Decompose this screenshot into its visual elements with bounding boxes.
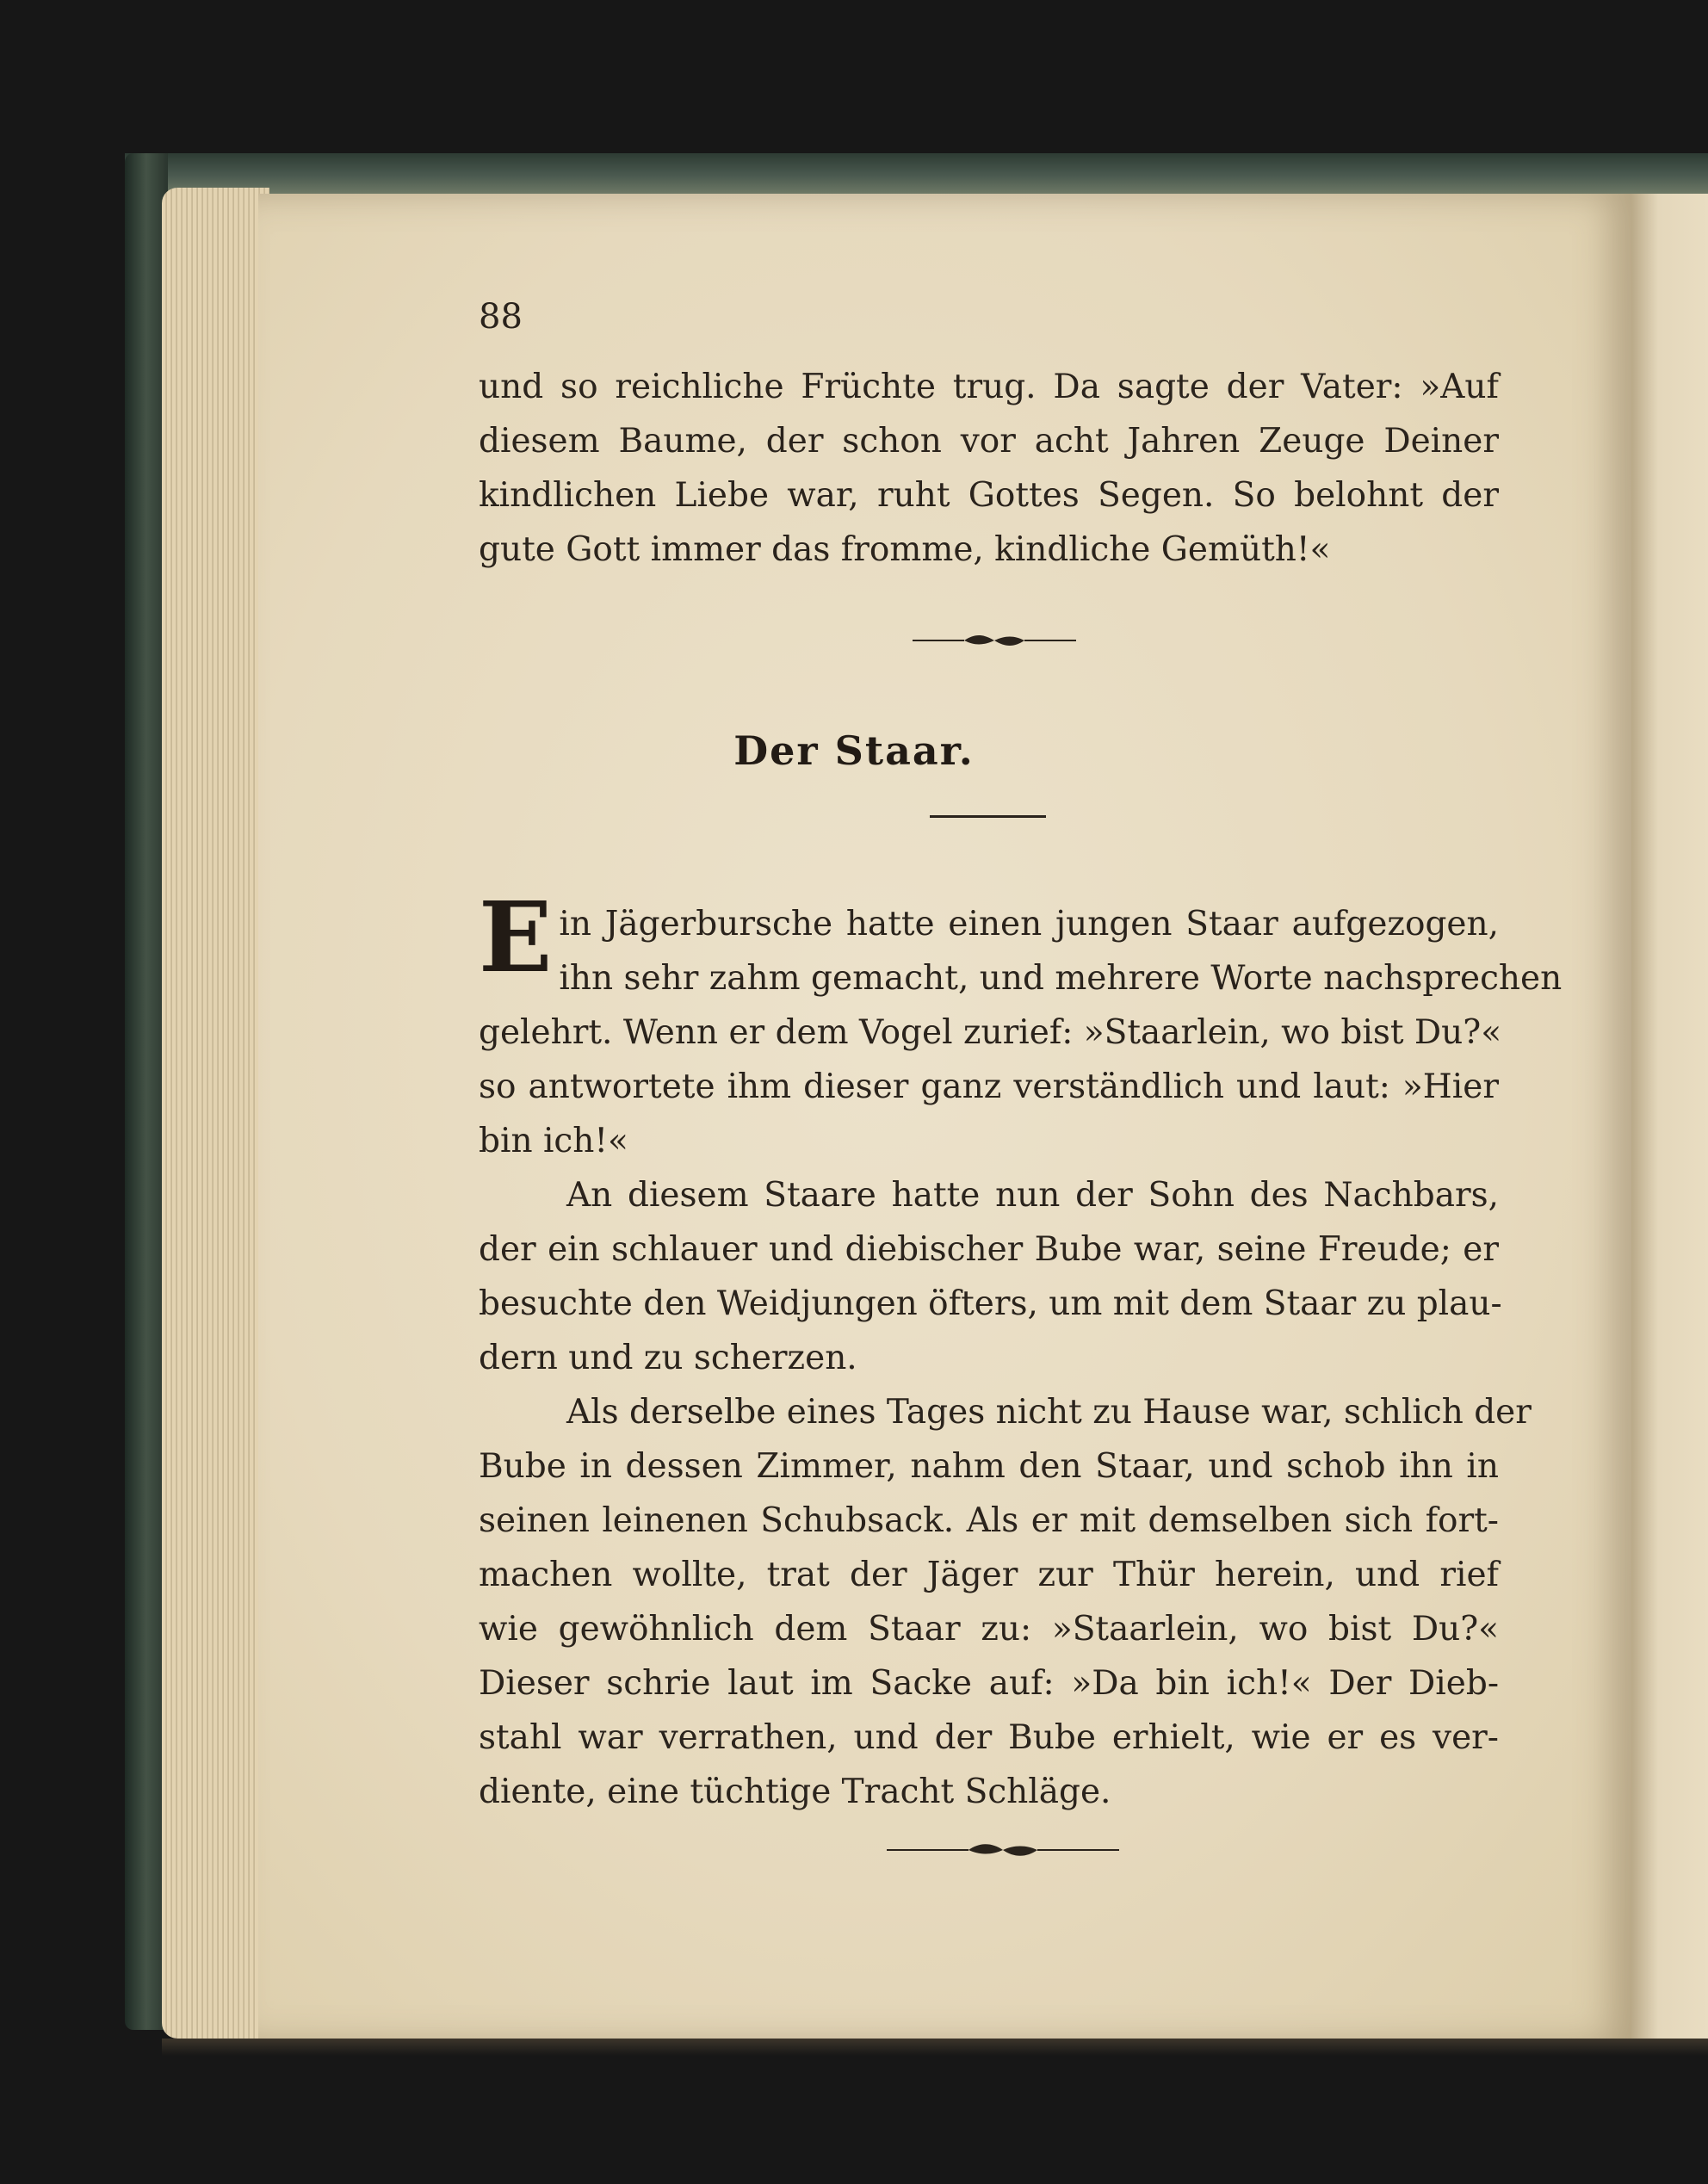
page-number: 88	[479, 297, 523, 337]
story-body	[479, 882, 1563, 1819]
paragraph-1	[479, 882, 1563, 1168]
text-line: An diesem Staare hatte nun der Sohn des Nachbars,	[566, 1176, 1499, 1215]
book-bottom-shadow	[162, 2039, 1708, 2056]
text-line: seinen leinenen Schubsack. Als er mit demselben sich fort-	[479, 1501, 1499, 1540]
text-line: gute Gott immer das fromme, kindliche Gemüth!«	[479, 530, 1331, 569]
section-title: Der Staar.	[733, 727, 975, 774]
page-edges-stack	[162, 188, 269, 2039]
text-line: besuchte den Weidjungen öfters, um mit dem Staar zu plau-	[479, 1284, 1502, 1323]
text-line: stahl war verrathen, und der Bube erhielt, wie er es ver-	[479, 1718, 1499, 1757]
text-line: und so reichliche Früchte trug. Da sagte der Vater: »Auf	[479, 368, 1499, 406]
ornament-divider-top	[913, 630, 1076, 651]
text-line: in Jägerbursche hatte einen jungen Staar aufgezogen,	[559, 905, 1499, 944]
text-line: so antwortete ihm dieser ganz verständlich und laut: »Hier	[479, 1067, 1499, 1106]
text-line: wie gewöhnlich dem Staar zu: »Staarlein, wo bist Du?«	[479, 1610, 1499, 1649]
text-line: Als derselbe eines Tages nicht zu Hause war, schlich der	[566, 1393, 1532, 1432]
text-line: kindlichen Liebe war, ruht Gottes Segen. So belohnt der	[479, 476, 1499, 515]
text-line: der ein schlauer und diebischer Bube war, seine Freude; er	[479, 1230, 1499, 1269]
ornament-divider-bottom	[887, 1839, 1119, 1861]
text-line: bin ich!«	[479, 1122, 628, 1160]
text-line: dern und zu scherzen.	[479, 1339, 857, 1377]
paragraph-3	[479, 1385, 1532, 1819]
text-line: Bube in dessen Zimmer, nahm den Staar, und schob ihn in	[479, 1447, 1499, 1486]
continued-paragraph	[479, 360, 1499, 577]
drop-cap: E	[479, 882, 553, 994]
text-line: machen wollte, trat der Jäger zur Thür herein, und rief	[479, 1556, 1499, 1594]
paragraph-2	[479, 1168, 1502, 1385]
text-line: Dieser schrie laut im Sacke auf: »Da bin ich!« Der Dieb-	[479, 1664, 1499, 1703]
text-line: diente, eine tüchtige Tracht Schläge.	[479, 1773, 1111, 1811]
text-line: diesem Baume, der schon vor acht Jahren Zeuge Deiner	[479, 422, 1499, 461]
title-rule	[930, 815, 1046, 818]
text-line: ihn sehr zahm gemacht, und mehrere Worte nachsprechen	[559, 959, 1563, 998]
text-line: gelehrt. Wenn er dem Vogel zurief: »Staarlein, wo bist Du?«	[479, 1013, 1502, 1052]
facing-page-edge	[1631, 194, 1708, 2043]
book-cover-top-edge	[125, 153, 1708, 195]
